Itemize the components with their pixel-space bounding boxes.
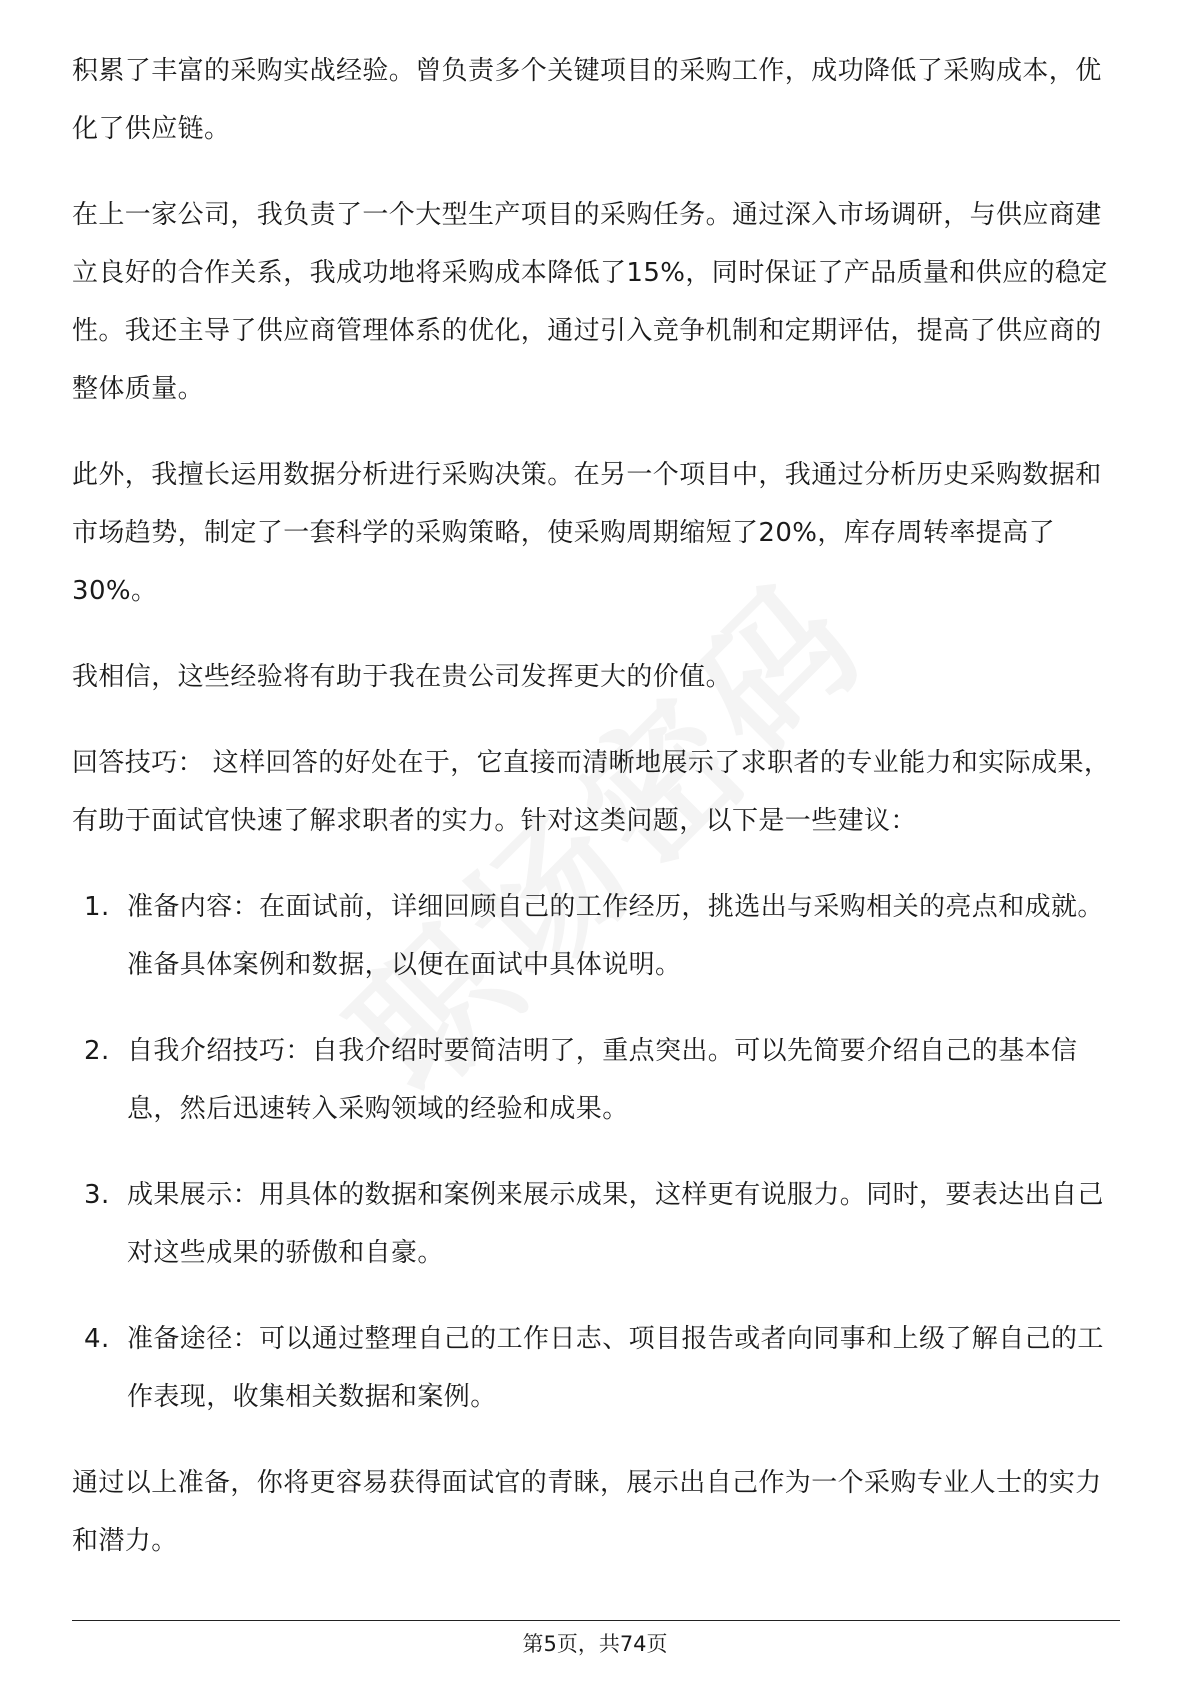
paragraph-answer-tips: 回答技巧： 这样回答的好处在于，它直接而清晰地展示了求职者的专业能力和实际成果，有助于面试官快速了解求职者的实力。针对这类问题，以下是一些建议： xyxy=(72,748,1111,836)
paragraph-belief: 我相信，这些经验将有助于我在贵公司发挥更大的价值。 xyxy=(72,662,733,692)
list-item xyxy=(72,1022,1122,1138)
list-item xyxy=(72,1310,1122,1426)
paragraph-data-analysis: 此外，我擅长运用数据分析进行采购决策。在另一个项目中，我通过分析历史采购数据和市场趋势，制定了一套科学的采购策略，使采购周期缩短了20%，库存周转率提高了30%。 xyxy=(72,460,1102,606)
list-item-number: 1. xyxy=(84,892,110,922)
list-item-number: 4. xyxy=(84,1324,110,1354)
paragraph-previous-company: 在上一家公司，我负责了一个大型生产项目的采购任务。通过深入市场调研，与供应商建立良好的合作关系，我成功地将采购成本降低了15%，同时保证了产品质量和供应的稳定性。我还主导了供应商管理体系的优化，通过引入竞争机制和定期评估，提高了供应商的整体质量。 xyxy=(72,200,1108,404)
paragraph-intro: 积累了丰富的采购实战经验。曾负责多个关键项目的采购工作，成功降低了采购成本，优化了供应链。 xyxy=(72,56,1102,144)
list-item-number: 3. xyxy=(84,1180,110,1210)
list-item xyxy=(72,878,1122,994)
list-item-text: 准备内容：在面试前，详细回顾自己的工作经历，挑选出与采购相关的亮点和成就。准备具体案例和数据，以便在面试中具体说明。 xyxy=(127,892,1104,980)
paragraph-closing: 通过以上准备，你将更容易获得面试官的青睐，展示出自己作为一个采购专业人士的实力和潜力。 xyxy=(72,1468,1102,1556)
list-item-number: 2. xyxy=(84,1036,110,1066)
footer-divider xyxy=(72,1620,1120,1621)
page-number: 第5页，共74页 xyxy=(522,1632,668,1656)
document-body xyxy=(72,42,1122,1598)
tips-list xyxy=(72,878,1122,1426)
list-item-text: 成果展示：用具体的数据和案例来展示成果，这样更有说服力。同时，要表达出自己对这些成果的骄傲和自豪。 xyxy=(127,1180,1104,1268)
list-item-text: 自我介绍技巧：自我介绍时要简洁明了，重点突出。可以先简要介绍自己的基本信息，然后迅速转入采购领域的经验和成果。 xyxy=(127,1036,1078,1124)
list-item xyxy=(72,1166,1122,1282)
list-item-text: 准备途径：可以通过整理自己的工作日志、项目报告或者向同事和上级了解自己的工作表现，收集相关数据和案例。 xyxy=(127,1324,1104,1412)
